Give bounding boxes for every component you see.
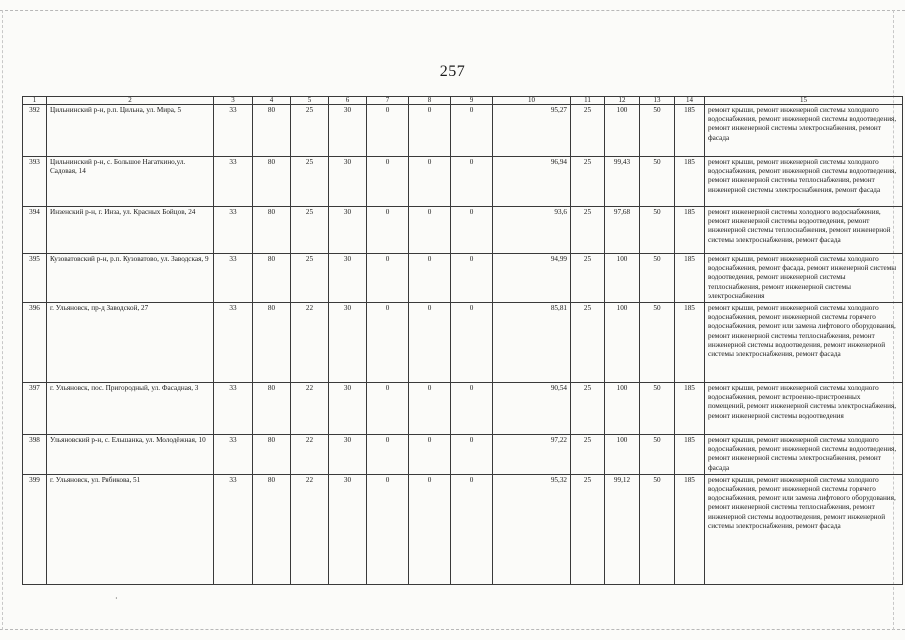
value-cell: 93,6 — [493, 207, 571, 254]
value-cell: 30 — [329, 435, 367, 475]
value-cell: 30 — [329, 105, 367, 157]
column-header: 4 — [253, 97, 291, 105]
table-row — [23, 474, 903, 584]
value-cell: 0 — [409, 254, 451, 303]
row-number: 397 — [23, 383, 47, 435]
value-cell: 95,32 — [493, 474, 571, 584]
value-cell: 22 — [291, 383, 329, 435]
value-cell: 50 — [640, 383, 675, 435]
table-row — [23, 254, 903, 303]
value-cell: 100 — [605, 303, 640, 383]
value-cell: 0 — [367, 303, 409, 383]
value-cell: 185 — [675, 207, 705, 254]
column-header: 1 — [23, 97, 47, 105]
value-cell: 25 — [571, 254, 605, 303]
table-row — [23, 157, 903, 207]
value-cell: 0 — [409, 157, 451, 207]
table-row — [23, 207, 903, 254]
value-cell: 50 — [640, 303, 675, 383]
works-cell: ремонт крыши, ремонт инженерной системы холодного водоснабжения, ремонт инженерной системы водоотведения, ремонт инженерной системы теплоснабжения, ремонт инженерной системы электроснабжения, ремонт фасада — [705, 157, 903, 207]
address-cell: г. Ульяновск, пр-д Заводской, 27 — [47, 303, 214, 383]
value-cell: 25 — [571, 157, 605, 207]
value-cell: 97,22 — [493, 435, 571, 475]
page-number: 257 — [439, 63, 466, 80]
column-header: 14 — [675, 97, 705, 105]
value-cell: 80 — [253, 303, 291, 383]
value-cell: 0 — [367, 474, 409, 584]
value-cell: 185 — [675, 474, 705, 584]
value-cell: 50 — [640, 254, 675, 303]
column-header: 6 — [329, 97, 367, 105]
value-cell: 0 — [409, 474, 451, 584]
value-cell: 0 — [367, 157, 409, 207]
value-cell: 50 — [640, 474, 675, 584]
row-number: 398 — [23, 435, 47, 475]
row-number: 399 — [23, 474, 47, 584]
works-cell: ремонт инженерной системы холодного водоснабжения, ремонт инженерной системы водоотведения, ремонт инженерной системы теплоснабжения, ремонт инженерной системы электроснабжения, ремонт фасада — [705, 207, 903, 254]
value-cell: 100 — [605, 105, 640, 157]
value-cell: 30 — [329, 303, 367, 383]
column-header: 8 — [409, 97, 451, 105]
value-cell: 185 — [675, 303, 705, 383]
value-cell: 22 — [291, 435, 329, 475]
value-cell: 0 — [367, 254, 409, 303]
table-row — [23, 303, 903, 383]
value-cell: 0 — [367, 105, 409, 157]
value-cell: 80 — [253, 383, 291, 435]
value-cell: 97,68 — [605, 207, 640, 254]
works-cell: ремонт крыши, ремонт инженерной системы холодного водоснабжения, ремонт инженерной системы горячего водоснабжения, ремонт или замена лифтового оборудования, ремонт инженерной системы теплоснабжения, ремонт инженерной системы водоотведения, ремонт инженерной системы электроснабжения, ремонт фасада — [705, 303, 903, 383]
value-cell: 80 — [253, 435, 291, 475]
value-cell: 0 — [451, 157, 493, 207]
value-cell: 185 — [675, 383, 705, 435]
value-cell: 0 — [451, 474, 493, 584]
value-cell: 30 — [329, 157, 367, 207]
row-number: 395 — [23, 254, 47, 303]
header-row — [23, 97, 903, 105]
value-cell: 0 — [409, 383, 451, 435]
value-cell: 33 — [214, 435, 253, 475]
works-cell: ремонт крыши, ремонт инженерной системы холодного водоснабжения, ремонт встроенно-пристроенных помещений, ремонт инженерной системы электроснабжения, ремонт инженерной системы водоотведения — [705, 383, 903, 435]
value-cell: 50 — [640, 157, 675, 207]
value-cell: 50 — [640, 207, 675, 254]
column-header: 3 — [214, 97, 253, 105]
column-header: 9 — [451, 97, 493, 105]
works-cell: ремонт крыши, ремонт инженерной системы холодного водоснабжения, ремонт инженерной системы горячего водоснабжения, ремонт или замена лифтового оборудования, ремонт инженерной системы теплоснабжения, ремонт инженерной системы водоотведения, ремонт инженерной системы электроснабжения, ремонт фасада — [705, 474, 903, 584]
column-header: 12 — [605, 97, 640, 105]
scan-border-top — [0, 10, 905, 11]
value-cell: 22 — [291, 474, 329, 584]
value-cell: 33 — [214, 157, 253, 207]
value-cell: 80 — [253, 105, 291, 157]
address-cell: г. Ульяновск, ул. Рябикова, 51 — [47, 474, 214, 584]
value-cell: 95,27 — [493, 105, 571, 157]
works-cell: ремонт крыши, ремонт инженерной системы холодного водоснабжения, ремонт фасада, ремонт инженерной системы водоотведения, ремонт инженерной системы теплоснабжения, ремонт инженерной системы электроснабжения — [705, 254, 903, 303]
value-cell: 0 — [367, 207, 409, 254]
value-cell: 185 — [675, 254, 705, 303]
address-cell: Инзенский р-н, г. Инза, ул. Красных Бойцов, 24 — [47, 207, 214, 254]
row-number: 396 — [23, 303, 47, 383]
address-cell: Цильнинский р-н, с. Большое Нагаткино,ул. Садовая, 14 — [47, 157, 214, 207]
value-cell: 33 — [214, 105, 253, 157]
value-cell: 25 — [291, 254, 329, 303]
value-cell: 33 — [214, 474, 253, 584]
column-header: 5 — [291, 97, 329, 105]
address-cell: Ульяновский р-н, с. Ельшанка, ул. Молодёжная, 10 — [47, 435, 214, 475]
scan-border-bottom — [0, 629, 905, 630]
row-number: 393 — [23, 157, 47, 207]
value-cell: 0 — [451, 105, 493, 157]
column-header: 13 — [640, 97, 675, 105]
scan-speck: · — [115, 594, 118, 603]
value-cell: 80 — [253, 474, 291, 584]
value-cell: 80 — [253, 157, 291, 207]
value-cell: 0 — [451, 254, 493, 303]
value-cell: 30 — [329, 254, 367, 303]
value-cell: 33 — [214, 303, 253, 383]
value-cell: 33 — [214, 207, 253, 254]
value-cell: 90,54 — [493, 383, 571, 435]
value-cell: 100 — [605, 254, 640, 303]
value-cell: 0 — [451, 383, 493, 435]
value-cell: 80 — [253, 254, 291, 303]
value-cell: 99,12 — [605, 474, 640, 584]
address-cell: Цильнинский р-н, р.п. Цильна, ул. Мира, 5 — [47, 105, 214, 157]
value-cell: 0 — [451, 303, 493, 383]
value-cell: 94,99 — [493, 254, 571, 303]
value-cell: 85,81 — [493, 303, 571, 383]
value-cell: 25 — [571, 435, 605, 475]
value-cell: 0 — [409, 435, 451, 475]
value-cell: 22 — [291, 303, 329, 383]
value-cell: 0 — [409, 207, 451, 254]
value-cell: 50 — [640, 105, 675, 157]
column-header: 15 — [705, 97, 903, 105]
value-cell: 0 — [451, 435, 493, 475]
value-cell: 185 — [675, 435, 705, 475]
works-cell: ремонт крыши, ремонт инженерной системы холодного водоснабжения, ремонт инженерной системы водоотведения, ремонт инженерной системы электроснабжения, ремонт фасада — [705, 105, 903, 157]
value-cell: 25 — [571, 474, 605, 584]
works-cell: ремонт крыши, ремонт инженерной системы холодного водоснабжения, ремонт инженерной системы водоотведения, ремонт инженерной системы электроснабжения, ремонт фасада — [705, 435, 903, 475]
value-cell: 33 — [214, 254, 253, 303]
value-cell: 30 — [329, 474, 367, 584]
column-header: 2 — [47, 97, 214, 105]
column-header: 11 — [571, 97, 605, 105]
value-cell: 99,43 — [605, 157, 640, 207]
register-table — [22, 96, 903, 585]
value-cell: 100 — [605, 383, 640, 435]
value-cell: 185 — [675, 105, 705, 157]
address-cell: Кузоватовский р-н, р.п. Кузоватово, ул. Заводская, 9 — [47, 254, 214, 303]
value-cell: 33 — [214, 383, 253, 435]
value-cell: 0 — [367, 435, 409, 475]
value-cell: 185 — [675, 157, 705, 207]
value-cell: 25 — [291, 105, 329, 157]
column-header: 7 — [367, 97, 409, 105]
value-cell: 0 — [367, 383, 409, 435]
value-cell: 100 — [605, 435, 640, 475]
value-cell: 25 — [571, 105, 605, 157]
table-row — [23, 105, 903, 157]
value-cell: 25 — [571, 383, 605, 435]
row-number: 392 — [23, 105, 47, 157]
value-cell: 30 — [329, 207, 367, 254]
value-cell: 50 — [640, 435, 675, 475]
value-cell: 25 — [571, 207, 605, 254]
value-cell: 30 — [329, 383, 367, 435]
table-row — [23, 435, 903, 475]
value-cell: 80 — [253, 207, 291, 254]
scan-border-left — [2, 10, 3, 630]
address-cell: г. Ульяновск, пос. Пригородный, ул. Фасадная, 3 — [47, 383, 214, 435]
table-row — [23, 383, 903, 435]
value-cell: 25 — [291, 207, 329, 254]
row-number: 394 — [23, 207, 47, 254]
value-cell: 25 — [291, 157, 329, 207]
value-cell: 96,94 — [493, 157, 571, 207]
column-header: 10 — [493, 97, 571, 105]
value-cell: 0 — [409, 105, 451, 157]
value-cell: 0 — [409, 303, 451, 383]
value-cell: 0 — [451, 207, 493, 254]
value-cell: 25 — [571, 303, 605, 383]
